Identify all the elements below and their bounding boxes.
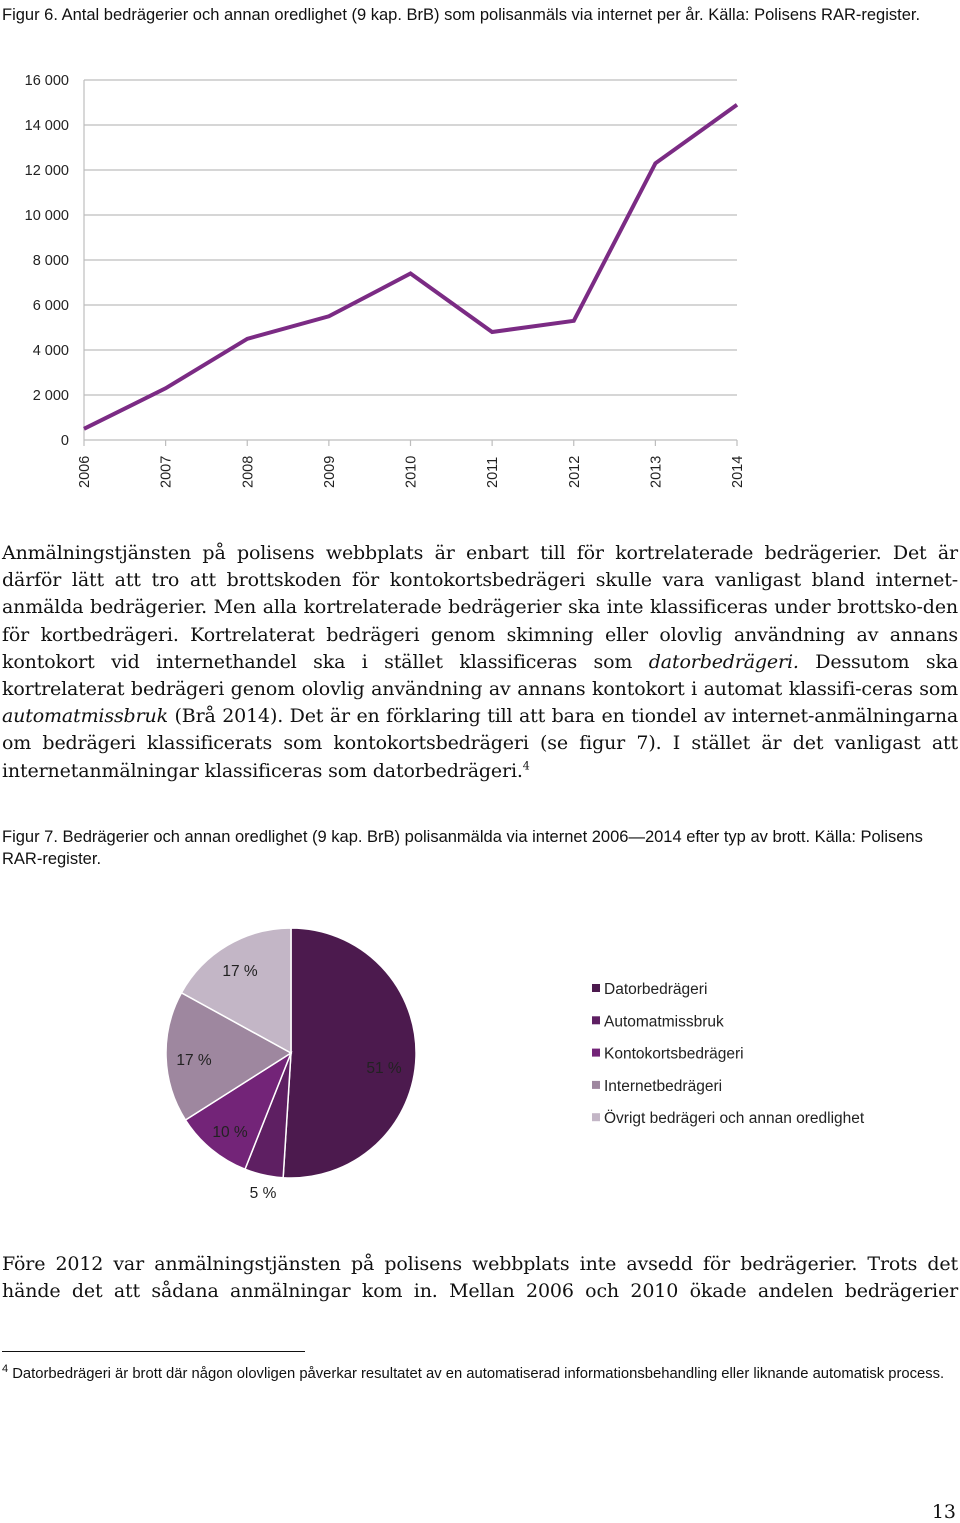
line-chart (0, 60, 960, 500)
footnote-mark: 4 (2, 1363, 9, 1376)
page-number: 13 (931, 1501, 956, 1523)
pie-slice (283, 928, 416, 1178)
y-tick-label: 12 000 (24, 163, 69, 179)
y-tick-label: 10 000 (24, 208, 69, 224)
legend-swatch (592, 1081, 600, 1089)
legend-label: Datorbedrägeri (604, 981, 708, 998)
y-tick-label: 4 000 (32, 343, 69, 359)
pie-value-label: 5 % (249, 1185, 277, 1202)
pie-value-label: 17 % (222, 963, 258, 980)
y-tick-label: 16 000 (24, 73, 69, 89)
legend-swatch (592, 1113, 600, 1121)
footnote-separator (2, 1351, 305, 1352)
x-tick-label: 2009 (321, 455, 338, 488)
x-tick-label: 2014 (730, 455, 746, 488)
body-paragraph-1: Anmälningstjänsten på polisens webbplats är enbart till för kortrelaterade bedrägerier. Det är därför lätt att tro att brottskoden för kontokortsbedrägeri skulle vara vanligast bland internet-anmälda bedrägerier. Men alla kortrelaterade bedrägerier ska inte klassificeras under brottsko-den för kortbedrägeri. Kortrelaterat bedrägeri genom skimning eller olovlig användning av annans kontokort vid internethandel ska i stället klassificeras som datorbedrägeri. Dessutom ska kortrelaterat bedrägeri genom olovlig användning av annans kontokort i automat klassifi-ceras som automatmissbruk (Brå 2014). Det är en förklaring till att bara en tiondel av internet-anmälningarna om bedrägeri klassificerats som kontokortsbedrägeri (se figur 7). I stället är det vanligast att internetanmälningar klassificeras som datorbedrägeri.$^4$ (2, 542, 959, 782)
x-tick-label: 2012 (566, 455, 583, 488)
x-tick-label: 2008 (240, 455, 257, 488)
term-datorbedrageri: datorbedrägeri. (648, 650, 799, 673)
body-paragraph-2: Före 2012 var anmälningstjänsten på polisens webbplats inte avsedd för bedrägerier. Trots det hände det att sådana anmälningar kom in. Mellan 2006 och 2010 ökade andelen bedrägerier (2, 1253, 958, 1303)
pie-legend (592, 981, 865, 1127)
legend-label: Övrigt bedrägeri och annan oredlighet (604, 1110, 865, 1128)
x-tick-label: 2007 (158, 455, 175, 488)
legend-label: Automatmissbruk (604, 1013, 724, 1031)
figure7-caption: Figur 7. Bedrägerier och annan oredlighet (9 kap. BrB) polisanmälda via internet 2006—2014 efter typ av brott. Källa: Polisens RAR-register. (2, 828, 923, 868)
x-tick-label: 2011 (485, 456, 502, 488)
series-line (84, 105, 737, 429)
line-chart-x-ticks (77, 440, 746, 488)
legend-swatch (592, 984, 600, 992)
pie-value-label: 17 % (176, 1052, 212, 1069)
footnote-reference: 4 (522, 759, 530, 773)
line-chart-grid (84, 80, 737, 440)
pie-chart (0, 900, 960, 1220)
figure6-caption: Figur 6. Antal bedrägerier och annan oredlighet (9 kap. BrB) som polisanmäls via internet per år. Källa: Polisens RAR-register. (2, 6, 921, 24)
pie-value-label: 10 % (212, 1124, 248, 1141)
legend-swatch (592, 1016, 600, 1024)
x-tick-label: 2010 (403, 455, 420, 488)
y-tick-label: 6 000 (32, 298, 69, 314)
y-tick-label: 0 (60, 433, 69, 449)
legend-label: Internetbedrägeri (604, 1077, 723, 1095)
x-tick-label: 2013 (648, 455, 665, 488)
y-tick-label: 8 000 (32, 253, 69, 269)
line-chart-series (84, 105, 737, 429)
footnote (2, 1364, 958, 1385)
legend-swatch (592, 1049, 600, 1057)
footnote-text: Datorbedrägeri är brott där någon olovligen påverkar resultatet av en automatiserad informationsbehandling eller liknande automatisk process. (12, 1366, 945, 1382)
pie-value-label: 51 % (366, 1060, 402, 1077)
y-tick-label: 14 000 (24, 118, 69, 134)
legend-label: Kontokortsbedrägeri (604, 1045, 744, 1063)
line-chart-y-ticks (25, 73, 69, 449)
x-tick-label: 2006 (77, 455, 93, 488)
y-tick-label: 2 000 (32, 388, 69, 404)
term-automatmissbruk: automatmissbruk (2, 705, 168, 728)
